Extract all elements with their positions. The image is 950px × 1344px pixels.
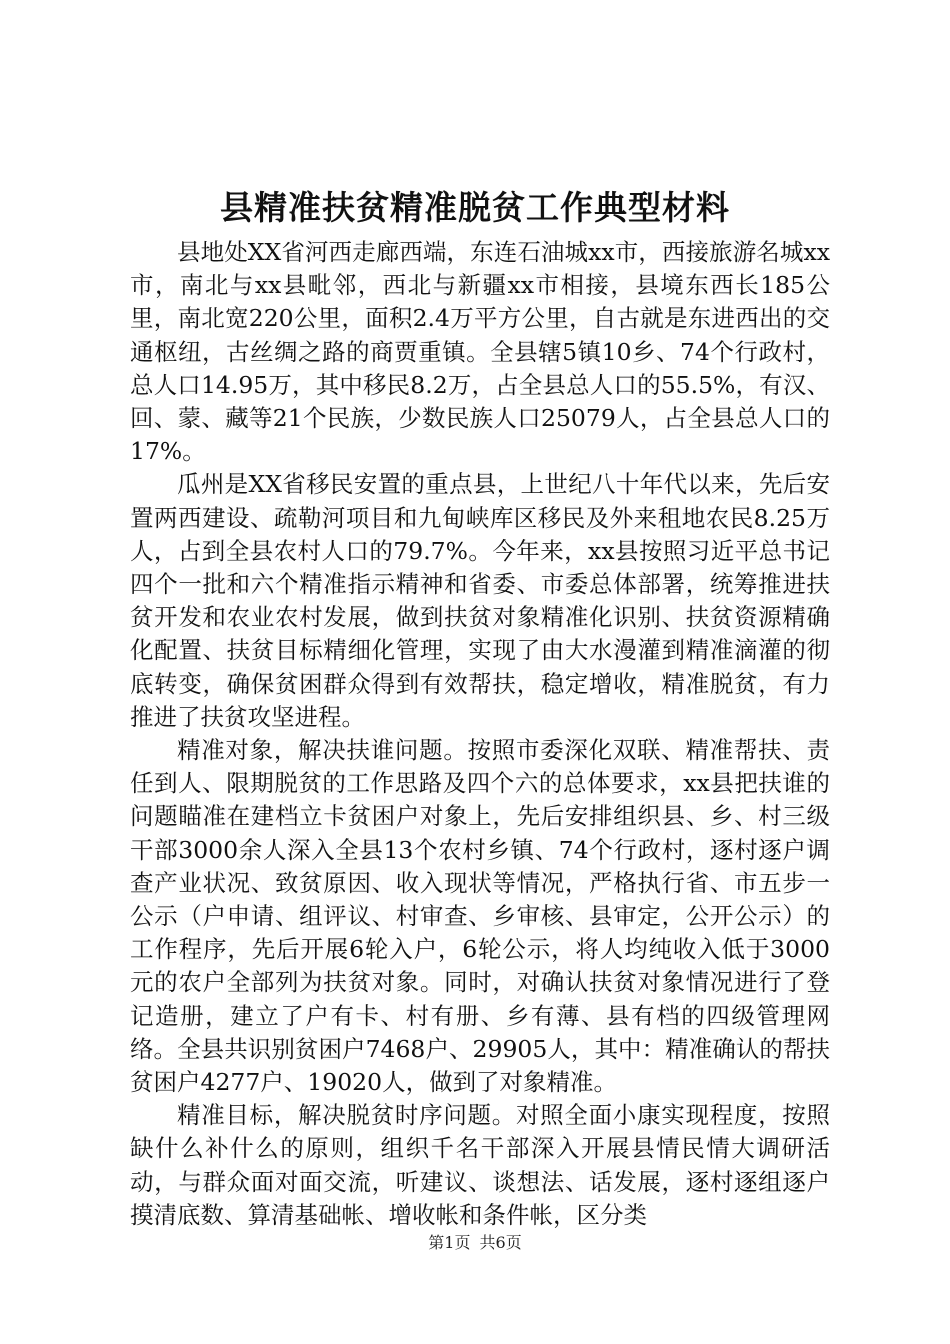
page-number: 第1页 xyxy=(428,1233,471,1252)
paragraph-resettlement: 瓜州是XX省移民安置的重点县，上世纪八十年代以来，先后安置两西建设、疏勒河项目和九甸峡库区移民及外来租地农民8.25万人，占到全县农村人口的79.7%。今年来，xx县按照习近平总书记四个一批和六个精准指示精神和省委、市委总体部署，统筹推进扶贫开发和农业农村发展，做到扶贫对象精准化识别、扶贫资源精确化配置、扶贫目标精细化管理，实现了由大水漫灌到精准滴灌的彻底转变，确保贫困群众得到有效帮扶，稳定增收，精准脱贫，有力推进了扶贫攻坚进程。 xyxy=(130,470,830,731)
page-footer xyxy=(0,1232,950,1254)
paragraph-precise-goals: 精准目标，解决脱贫时序问题。对照全面小康实现程度，按照缺什么补什么的原则，组织千名干部深入开展县情民情大调研活动，与群众面对面交流，听建议、谈想法、话发展，逐村逐组逐户摸清底数、算清基础帐、增收帐和条件帐，区分类 xyxy=(130,1101,830,1229)
document-body xyxy=(130,236,830,1232)
page-title: 县精准扶贫精准脱贫工作典型材料 xyxy=(220,188,730,227)
paragraph-overview: 县地处XX省河西走廊西端，东连石油城xx市，西接旅游名城xx市，南北与xx县毗邻，西北与新疆xx市相接，县境东西长185公里，南北宽220公里，面积2.4万平方公里，自古就是东进西出的交通枢纽，古丝绸之路的商贾重镇。全县辖5镇10乡、74个行政村，总人口14.95万，其中移民8.2万，占全县总人口的55.5%，有汉、回、蒙、藏等21个民族，少数民族人口25079人，占全县总人口的17%。 xyxy=(130,238,830,466)
paragraph-precise-targets: 精准对象，解决扶谁问题。按照市委深化双联、精准帮扶、责任到人、限期脱贫的工作思路及四个六的总体要求，xx县把扶谁的问题瞄准在建档立卡贫困户对象上，先后安排组织县、乡、村三级干部3000余人深入全县13个农村乡镇、74个行政村，逐村逐户调查产业状况、致贫原因、收入现状等情况，严格执行省、市五步一公示（户申请、组评议、村审查、乡审核、县审定，公开公示）的工作程序，先后开展6轮入户，6轮公示，将人均纯收入低于3000元的农户全部列为扶贫对象。同时，对确认扶贫对象情况进行了登记造册，建立了户有卡、村有册、乡有薄、县有档的四级管理网络。全县共识别贫困户7468户、29905人，其中：精准确认的帮扶贫困户4277户、19020人，做到了对象精准。 xyxy=(130,736,830,1097)
page-total: 共6页 xyxy=(479,1233,522,1252)
